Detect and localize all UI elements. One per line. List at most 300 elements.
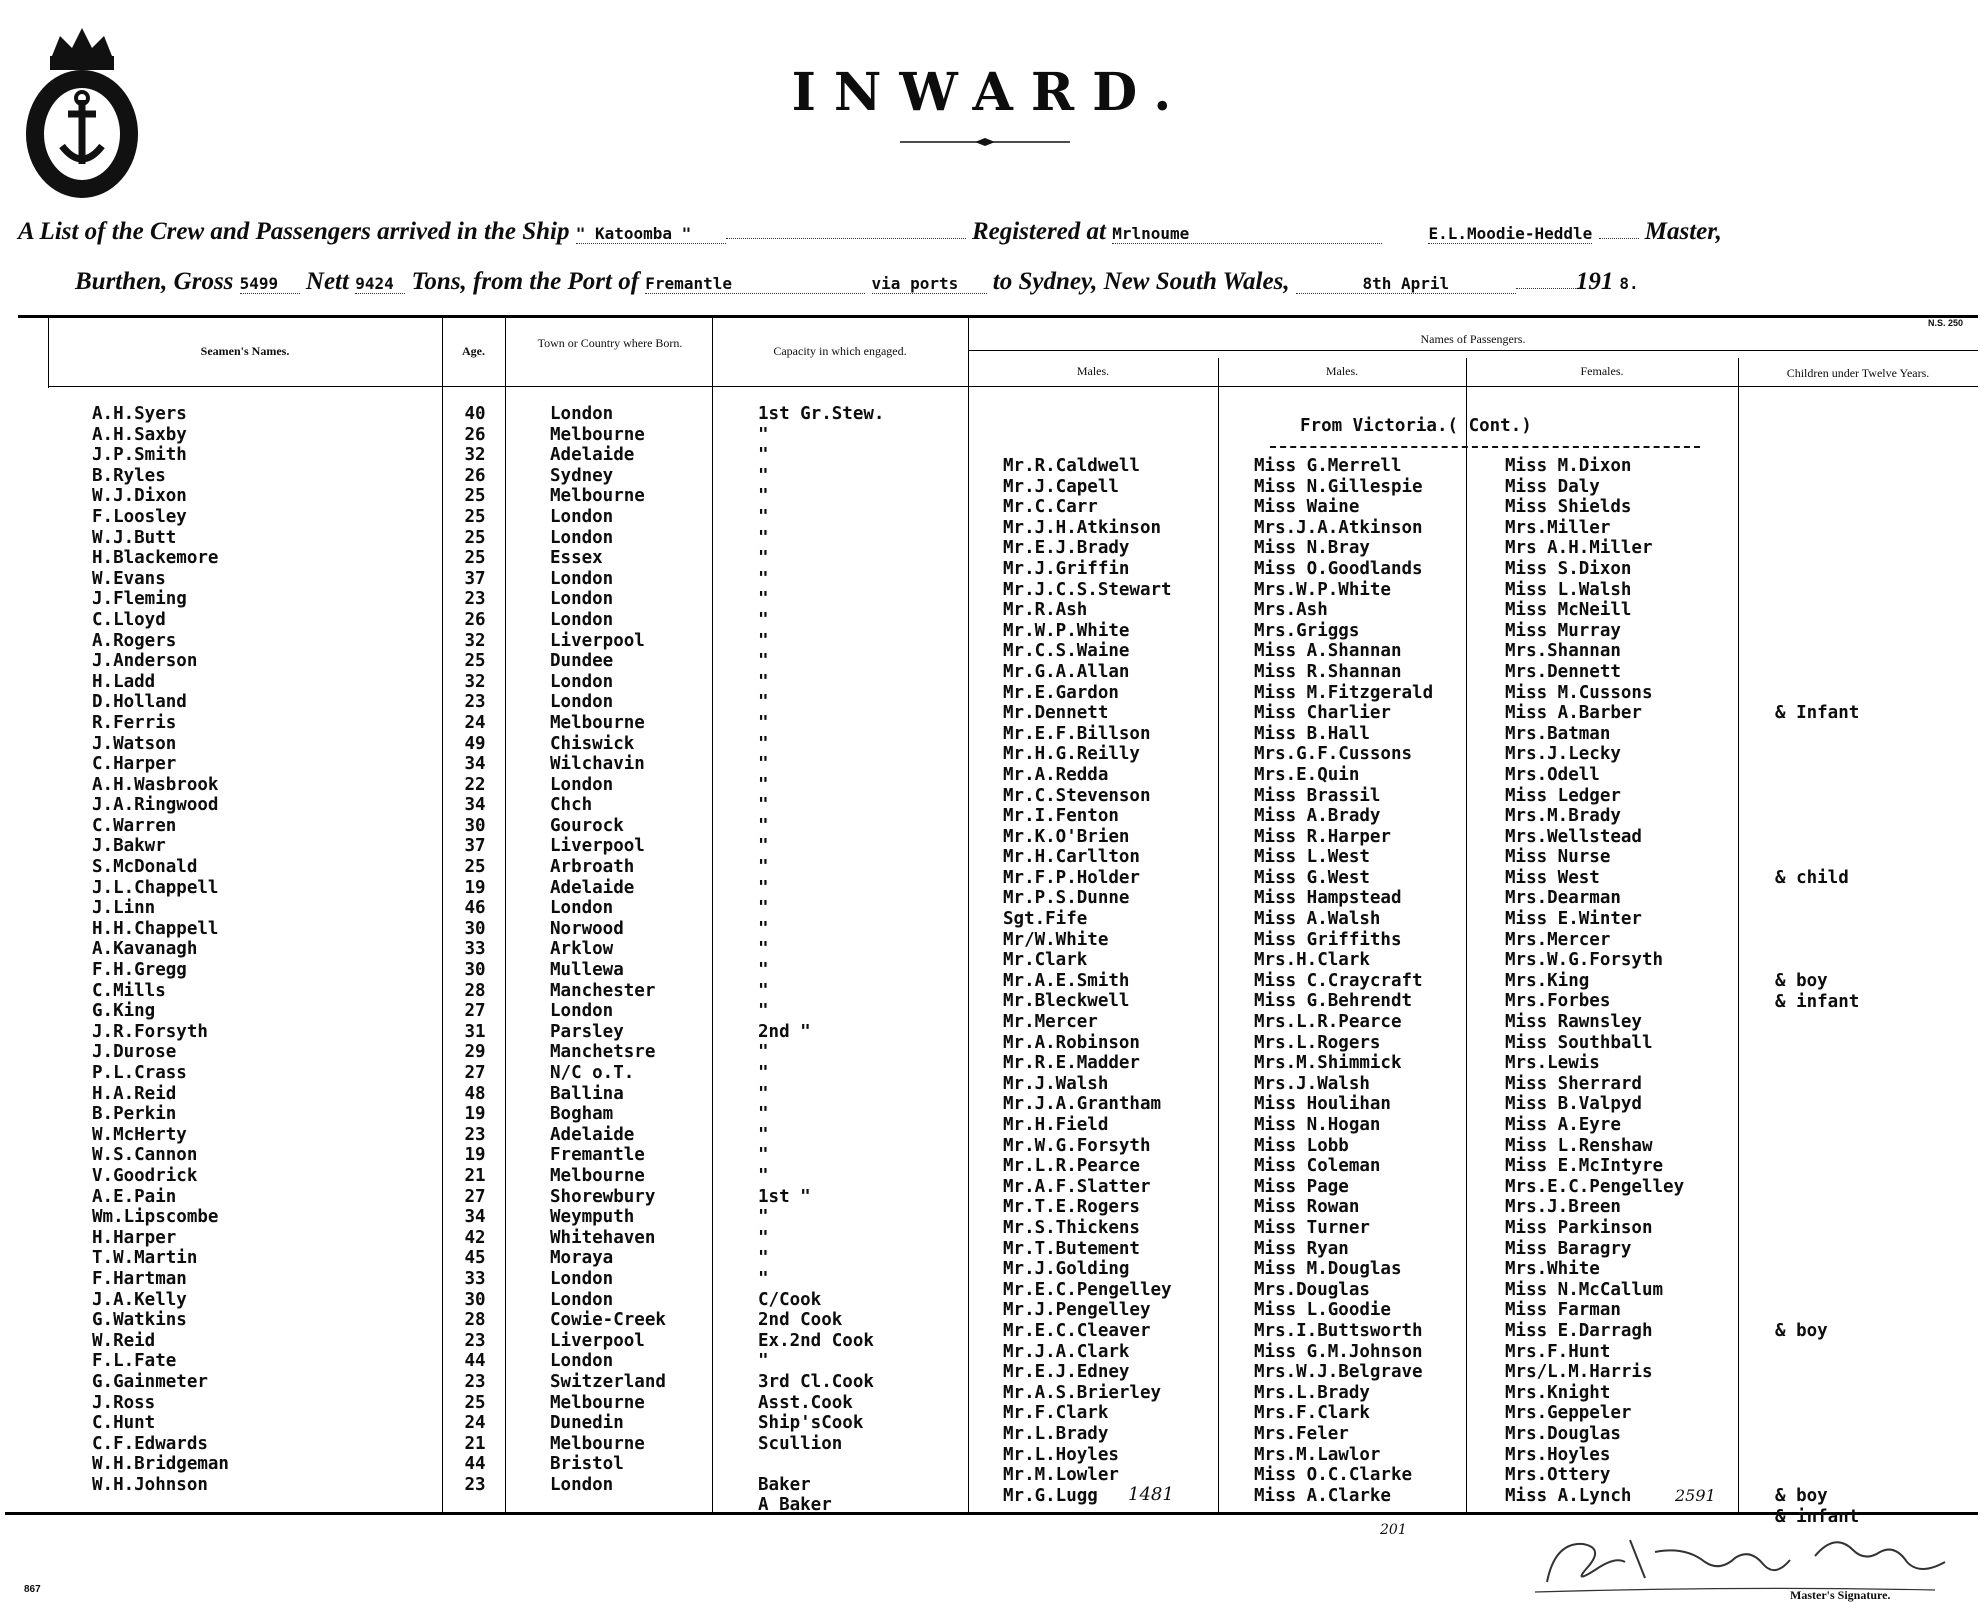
crew-age: 25	[464, 527, 486, 548]
crew-age: 25	[464, 1392, 486, 1413]
crew-birthplace: Wilchavin	[550, 754, 645, 775]
crew-age: 40	[464, 404, 486, 424]
crew-age: 34	[464, 1207, 486, 1228]
crew-name: J.Anderson	[92, 651, 198, 672]
table-bottom-rule	[5, 1512, 1978, 1515]
passenger-male: Mrs.W.J.Belgrave	[1254, 1362, 1423, 1383]
crew-names-column	[92, 404, 229, 1516]
passenger-male: Mrs.Ash	[1254, 600, 1328, 621]
crew-name: C.Warren	[92, 815, 177, 836]
passenger-male: Mrs.I.Buttsworth	[1254, 1320, 1423, 1341]
crew-birthplace: Switzerland	[550, 1371, 666, 1392]
passenger-male: Miss Ryan	[1254, 1238, 1349, 1259]
passenger-female: Mrs.Dennett	[1505, 661, 1621, 682]
master-label: Master,	[1644, 218, 1722, 245]
crew-age: 23	[464, 1124, 486, 1145]
crew-capacity: 1st Gr.Stew.	[758, 404, 885, 424]
arrival-date: 8th April	[1296, 274, 1516, 294]
passenger-male: Mrs.M.Lawlor	[1254, 1444, 1381, 1465]
passenger-male: Mr.G.A.Allan	[1003, 661, 1130, 682]
from-port: Fremantle	[645, 274, 865, 294]
crew-name: G.King	[92, 1001, 156, 1022]
passenger-female: Mrs.Hoyles	[1505, 1444, 1611, 1465]
passenger-male: Miss R.Shannan	[1254, 661, 1402, 682]
passenger-male: Mr.Clark	[1003, 950, 1088, 971]
crew-age: 25	[464, 486, 486, 507]
crew-birthplace: London	[550, 1351, 614, 1372]
crew-capacity: "	[758, 651, 769, 672]
vline-3	[505, 318, 506, 1514]
passenger-male: Mr.S.Thickens	[1003, 1217, 1140, 1238]
passenger-female: Miss Baragry	[1505, 1238, 1632, 1259]
col-header-males-1: Males.	[1076, 364, 1110, 378]
passenger-male: Miss A.Clarke	[1254, 1485, 1391, 1506]
passenger-female: Mrs.Mercer	[1505, 929, 1611, 950]
crew-age: 25	[464, 651, 486, 672]
total-females: 2591	[1675, 1486, 1716, 1505]
col-header-females: Females.	[1580, 364, 1624, 378]
passenger-female: Mrs.King	[1505, 970, 1590, 991]
crew-capacity: "	[758, 774, 769, 795]
crew-birthplace: Adelaide	[550, 877, 635, 898]
crew-capacity: Baker	[758, 1474, 811, 1495]
col-header-males-2: Males.	[1325, 364, 1359, 378]
crew-age: 19	[464, 1145, 486, 1166]
crew-birthplace: Cowie-Creek	[550, 1310, 666, 1331]
crew-name: G.Watkins	[92, 1310, 187, 1331]
crew-capacity: "	[758, 1083, 769, 1104]
crew-name: C.F.Edwards	[92, 1433, 208, 1454]
crew-name	[92, 1495, 229, 1516]
crew-name: A.H.Syers	[92, 404, 187, 424]
crew-age: 27	[464, 1186, 486, 1207]
passenger-male: Mr.J.Pengelley	[1003, 1300, 1151, 1321]
crew-name: H.H.Chappell	[92, 918, 219, 939]
crew-birthplace: Adelaide	[550, 1124, 635, 1145]
vline-5	[968, 318, 969, 1514]
crew-birthplace: Arklow	[550, 939, 614, 960]
col-header-age: Age.	[462, 344, 485, 358]
passenger-female: Miss S.Dixon	[1505, 558, 1632, 579]
crew-birthplace: N/C o.T.	[550, 1063, 635, 1083]
crew-name: F.Hartman	[92, 1268, 187, 1289]
passenger-female: Miss West	[1505, 867, 1600, 888]
crew-age: 19	[464, 1104, 486, 1125]
passenger-male: Mrs.H.Clark	[1254, 950, 1370, 971]
passenger-child: & child	[1775, 868, 1849, 888]
passenger-female: Mrs.Ottery	[1505, 1465, 1611, 1486]
passenger-female: Miss M.Cussons	[1505, 682, 1653, 703]
crew-age: 25	[464, 506, 486, 527]
crew-age: 37	[464, 568, 486, 589]
crew-name: R.Ferris	[92, 712, 177, 733]
crew-age: 26	[464, 424, 486, 445]
passenger-male: Sgt.Fife	[1003, 909, 1088, 930]
passenger-female: Miss A.Barber	[1505, 703, 1642, 724]
crew-age: 19	[464, 877, 486, 898]
crew-capacity: "	[758, 1268, 769, 1289]
crew-name: W.J.Butt	[92, 527, 177, 548]
passenger-male: Mrs.M.Shimmick	[1254, 1053, 1402, 1074]
passenger-male: Mrs.Griggs	[1254, 620, 1360, 641]
passenger-female: Mrs.E.C.Pengelley	[1505, 1176, 1685, 1197]
passenger-female: Miss L.Walsh	[1505, 579, 1632, 600]
crew-capacity: 1st "	[758, 1186, 811, 1207]
passenger-male: Mrs.Feler	[1254, 1423, 1349, 1444]
col-header-seamen: Seamen's Names.	[200, 344, 290, 358]
passenger-male: Mr.Mercer	[1003, 1012, 1098, 1033]
crew-age: 29	[464, 1042, 486, 1063]
ship-name: " Katoomba "	[576, 224, 726, 244]
crew-age: 32	[464, 671, 486, 692]
passenger-male: Mr/W.White	[1003, 929, 1109, 950]
passenger-male: Mr.E.C.Cleaver	[1003, 1320, 1151, 1341]
crew-ages-column	[455, 404, 495, 1516]
passenger-male: Miss Coleman	[1254, 1156, 1381, 1177]
passenger-male: Mr.E.J.Brady	[1003, 538, 1130, 559]
crew-birthplace: Essex	[550, 548, 603, 569]
crew-birthplace: Liverpool	[550, 630, 645, 651]
crew-birthplace: Mullewa	[550, 960, 624, 981]
crew-capacity: "	[758, 1104, 769, 1125]
passenger-male: Mr.J.Walsh	[1003, 1073, 1109, 1094]
col-header-children: Children under Twelve Years.	[1786, 366, 1930, 380]
passenger-female: Mrs.M.Brady	[1505, 806, 1621, 827]
passenger-female: Miss Daly	[1505, 476, 1600, 497]
passenger-female: Miss Farman	[1505, 1300, 1621, 1321]
crew-name: W.Reid	[92, 1330, 156, 1351]
passenger-female: Mrs.F.Hunt	[1505, 1341, 1611, 1362]
crew-capacity: "	[758, 1248, 769, 1269]
passenger-female: Miss Murray	[1505, 620, 1621, 641]
passenger-male: Mr.W.P.White	[1003, 620, 1130, 641]
crew-birthplace: Moraya	[550, 1248, 614, 1269]
passenger-male: Mr.T.E.Rogers	[1003, 1197, 1140, 1218]
passenger-male: Mr.W.G.Forsyth	[1003, 1135, 1151, 1156]
crew-age: 23	[464, 1474, 486, 1495]
crew-capacity: "	[758, 465, 769, 486]
passenger-male: Mr.J.Capell	[1003, 476, 1119, 497]
crew-age: 24	[464, 712, 486, 733]
crew-birthplace: Manchetsre	[550, 1042, 656, 1063]
crew-birthplace: Liverpool	[550, 836, 645, 857]
crew-birthplace: Arbroath	[550, 857, 635, 878]
passenger-male: Miss N.Bray	[1254, 538, 1370, 559]
crew-age: 26	[464, 465, 486, 486]
crew-name: P.L.Crass	[92, 1063, 187, 1083]
total-males-1: 1481	[1128, 1484, 1174, 1505]
passenger-female: Miss Rawnsley	[1505, 1012, 1642, 1033]
crew-birthplace: Melbourne	[550, 712, 645, 733]
crew-capacity: Ship'sCook	[758, 1413, 864, 1434]
crew-name: J.Fleming	[92, 589, 187, 610]
crew-capacity: "	[758, 671, 769, 692]
passenger-male: Miss R.Harper	[1254, 826, 1391, 847]
passenger-male: Mr.C.S.Waine	[1003, 641, 1130, 662]
passenger-female: Mrs.Knight	[1505, 1382, 1611, 1403]
crew-capacity: "	[758, 630, 769, 651]
crew-name: J.Durose	[92, 1042, 177, 1063]
crew-capacity	[758, 1454, 884, 1475]
crew-capacity: Scullion	[758, 1433, 843, 1454]
passenger-female: Miss A.Eyre	[1505, 1115, 1621, 1135]
passenger-male: Mrs.E.Quin	[1254, 764, 1360, 785]
crew-age: 27	[464, 1001, 486, 1022]
crew-name: F.L.Fate	[92, 1351, 177, 1372]
passenger-male: Mrs.Douglas	[1254, 1279, 1370, 1300]
crew-name: A.Rogers	[92, 630, 177, 651]
crew-name: B.Perkin	[92, 1104, 177, 1125]
crew-name: J.L.Chappell	[92, 877, 219, 898]
passenger-male: Miss Houlihan	[1254, 1094, 1391, 1115]
passenger-male: Mr.M.Lowler	[1003, 1465, 1119, 1486]
passenger-female: Mrs/L.M.Harris	[1505, 1362, 1653, 1383]
crew-name: F.Loosley	[92, 506, 187, 527]
crew-age: 33	[464, 1268, 486, 1289]
crew-name: H.Harper	[92, 1227, 177, 1248]
crew-birthplace: London	[550, 692, 614, 713]
from-victoria-label: From Victoria.( Cont.)	[1300, 416, 1532, 436]
crew-capacity: "	[758, 609, 769, 630]
passenger-male: Mr.A.Redda	[1003, 764, 1109, 785]
crew-birthplace: London	[550, 1289, 614, 1310]
col-header-town: Town or Country where Born.	[537, 336, 683, 350]
passenger-male: Mr.J.Golding	[1003, 1259, 1130, 1280]
passenger-male: Miss A.Brady	[1254, 806, 1381, 827]
registered-label: Registered at	[971, 218, 1106, 245]
passenger-male: Mrs.L.Brady	[1254, 1382, 1370, 1403]
passenger-male: Mrs.L.R.Pearce	[1254, 1012, 1402, 1033]
crew-capacity: "	[758, 1351, 769, 1372]
passenger-child: & boy	[1775, 1321, 1828, 1342]
crew-capacity: C/Cook	[758, 1289, 822, 1310]
total-males-2: 201	[1380, 1522, 1407, 1538]
crew-birthplace: London	[550, 506, 614, 527]
crew-capacity: Ex.2nd Cook	[758, 1330, 874, 1351]
crew-age: 48	[464, 1083, 486, 1104]
crew-age: 32	[464, 630, 486, 651]
crew-age: 44	[464, 1454, 486, 1475]
passenger-male: Mr.Dennett	[1003, 703, 1109, 724]
passenger-female: Mrs.Miller	[1505, 517, 1611, 538]
crew-capacity: "	[758, 424, 769, 445]
title-ornament	[900, 138, 1070, 146]
passenger-male: Miss M.Fitzgerald	[1254, 682, 1434, 703]
passenger-male: Mrs.L.Rogers	[1254, 1032, 1381, 1053]
crew-age: 28	[464, 980, 486, 1001]
col-header-capacity: Capacity in which engaged.	[773, 344, 907, 358]
crew-name: J.A.Ringwood	[92, 795, 219, 816]
passenger-female: Miss A.Lynch	[1505, 1485, 1632, 1506]
passenger-male: Miss Rowan	[1254, 1197, 1360, 1218]
crew-age: 46	[464, 898, 486, 919]
passenger-female: Mrs.Forbes	[1505, 991, 1611, 1012]
year-prefix: 191	[1575, 268, 1614, 295]
crew-name: Wm.Lipscombe	[92, 1207, 219, 1228]
crew-birthplace: London	[550, 1268, 614, 1289]
crew-birthplace: Melbourne	[550, 1433, 645, 1454]
crew-capacity: "	[758, 506, 769, 527]
crew-capacity: "	[758, 1165, 769, 1186]
crew-capacity: "	[758, 836, 769, 857]
crew-birthplace: London	[550, 898, 614, 919]
crew-age	[455, 1495, 495, 1516]
header-list-label: A List of the Crew and Passengers arrived in the Ship	[18, 218, 570, 245]
crew-age: 23	[464, 692, 486, 713]
crew-name: C.Mills	[92, 980, 166, 1001]
passenger-male: Miss G.M.Johnson	[1254, 1341, 1423, 1362]
passenger-male: Miss Griffiths	[1254, 929, 1402, 950]
passenger-male: Mr.A.E.Smith	[1003, 970, 1130, 991]
crew-birthplace: Melbourne	[550, 486, 645, 507]
passenger-female: Miss E.Darragh	[1505, 1320, 1653, 1341]
passenger-male: Mr.J.A.Clark	[1003, 1341, 1130, 1362]
crew-birthplace: Manchester	[550, 980, 656, 1001]
crew-birthplace: Fremantle	[550, 1145, 645, 1166]
crew-name: W.McHerty	[92, 1124, 187, 1145]
crew-born-column	[550, 404, 666, 1516]
crew-capacity: "	[758, 795, 769, 816]
crew-birthplace: Parsley	[550, 1021, 624, 1042]
crew-birthplace: Chch	[550, 795, 593, 816]
header-line-1	[18, 218, 1722, 246]
crew-birthplace: London	[550, 404, 614, 424]
crew-birthplace: London	[550, 609, 614, 630]
crew-capacity: "	[758, 815, 769, 836]
form-code: 867	[24, 1584, 41, 1595]
crew-name: T.W.Martin	[92, 1248, 198, 1269]
crew-capacity: "	[758, 939, 769, 960]
nett-tons: 9424	[355, 274, 405, 294]
crew-age: 33	[464, 939, 486, 960]
passenger-male: Mr.E.F.Billson	[1003, 723, 1151, 744]
passenger-female: Miss Sherrard	[1505, 1073, 1642, 1094]
crew-name: J.A.Kelly	[92, 1289, 187, 1310]
vline-6	[1218, 358, 1219, 1514]
passenger-male: Mr.C.Stevenson	[1003, 785, 1151, 806]
passenger-male: Mrs.F.Clark	[1254, 1403, 1370, 1424]
passenger-female: Mrs.Dearman	[1505, 888, 1621, 909]
passenger-male: Miss Page	[1254, 1176, 1349, 1197]
crew-birthplace	[550, 1495, 666, 1516]
passengers-subheader-rule	[968, 350, 1978, 351]
crew-birthplace: Shorewbury	[550, 1186, 656, 1207]
passenger-male: Mr.A.S.Brierley	[1003, 1382, 1162, 1403]
passenger-male: Mr.H.Carllton	[1003, 847, 1140, 868]
passenger-male: Miss M.Douglas	[1254, 1259, 1402, 1280]
crew-capacity: "	[758, 486, 769, 507]
crew-age: 28	[464, 1310, 486, 1331]
passenger-female: Miss E.Winter	[1505, 909, 1642, 930]
passenger-male: Mr.L.R.Pearce	[1003, 1156, 1140, 1177]
passenger-male: Mr.E.C.Pengelley	[1003, 1279, 1172, 1300]
crew-capacity: "	[758, 918, 769, 939]
crew-name: H.Ladd	[92, 671, 156, 692]
crew-name: W.H.Johnson	[92, 1474, 208, 1495]
crew-name: B.Ryles	[92, 465, 166, 486]
crew-age: 32	[464, 445, 486, 466]
passenger-female: Miss Shields	[1505, 497, 1632, 518]
form-number: N.S. 250	[1928, 318, 1964, 328]
passenger-female: Mrs.W.G.Forsyth	[1505, 950, 1664, 971]
column-header-rule	[48, 386, 1978, 387]
crew-birthplace: Sydney	[550, 465, 614, 486]
crew-age: 42	[464, 1227, 486, 1248]
crew-birthplace: Weymputh	[550, 1207, 635, 1228]
crew-age: 45	[464, 1248, 486, 1269]
crew-capacity: "	[758, 1042, 769, 1063]
gross-label: Burthen, Gross	[75, 268, 234, 295]
port-label: Tons, from the Port of	[411, 268, 640, 295]
passenger-male: Miss L.West	[1254, 847, 1370, 868]
crew-capacity: 3rd Cl.Cook	[758, 1371, 874, 1392]
passenger-male: Mrs.W.P.White	[1254, 579, 1391, 600]
passenger-male: Mr.L.Brady	[1003, 1423, 1109, 1444]
passenger-male: Mr.R.Caldwell	[1003, 456, 1140, 476]
passenger-female: Mrs.J.Lecky	[1505, 744, 1621, 765]
passenger-male: Miss N.Gillespie	[1254, 476, 1423, 497]
passenger-male: Mr.A.F.Slatter	[1003, 1176, 1151, 1197]
crew-age: 34	[464, 795, 486, 816]
crew-capacity: Asst.Cook	[758, 1392, 853, 1413]
passenger-female: Miss Nurse	[1505, 847, 1611, 868]
passenger-female: Mrs.Batman	[1505, 723, 1611, 744]
nett-label: Nett	[305, 268, 349, 295]
passenger-male: Mr.R.Ash	[1003, 600, 1088, 621]
crew-age: 26	[464, 609, 486, 630]
crew-name: C.Harper	[92, 754, 177, 775]
destination-label: to Sydney, New South Wales,	[992, 268, 1290, 295]
master-signature-label: Master's Signature.	[1790, 1588, 1891, 1602]
passenger-female: Miss L.Renshaw	[1505, 1135, 1653, 1156]
passenger-male: Mr.P.S.Dunne	[1003, 888, 1130, 909]
crew-capacity: "	[758, 1145, 769, 1166]
crew-name: S.McDonald	[92, 857, 198, 878]
passenger-male: Mr.K.O'Brien	[1003, 826, 1130, 847]
year-digit: 8.	[1619, 274, 1639, 293]
passenger-male: Miss L.Goodie	[1254, 1300, 1391, 1321]
crew-name: W.H.Bridgeman	[92, 1454, 229, 1475]
passengers-children-column	[1775, 456, 1955, 1527]
passengers-males-2-column	[1254, 456, 1433, 1506]
crew-birthplace: Ballina	[550, 1083, 624, 1104]
crew-age: 30	[464, 960, 486, 981]
crew-capacity-column	[758, 404, 884, 1516]
passenger-female: Miss M.Dixon	[1505, 456, 1632, 476]
crew-name: A.H.Wasbrook	[92, 774, 219, 795]
vline-2	[442, 318, 443, 1514]
passenger-child: & Infant	[1775, 703, 1860, 724]
passenger-male: Miss Waine	[1254, 497, 1360, 518]
passenger-male: Mr.J.C.S.Stewart	[1003, 579, 1172, 600]
crew-capacity: A Baker	[758, 1495, 832, 1516]
passenger-male: Mr.F.Clark	[1003, 1403, 1109, 1424]
crew-age: 22	[464, 774, 486, 795]
crew-capacity: "	[758, 568, 769, 589]
table-top-rule	[18, 315, 1978, 318]
passenger-female: Mrs.J.Breen	[1505, 1197, 1621, 1218]
passenger-female: Mrs.Odell	[1505, 764, 1600, 785]
passenger-male: Miss Brassil	[1254, 785, 1381, 806]
passenger-male: Mr.J.Griffin	[1003, 558, 1130, 579]
passenger-female: Miss Ledger	[1505, 785, 1621, 806]
crew-birthplace: Dunedin	[550, 1413, 624, 1434]
passenger-female: Mrs.Geppeler	[1505, 1403, 1632, 1424]
master-name: E.L.Moodie-Heddle	[1428, 224, 1593, 243]
crew-capacity: "	[758, 1001, 769, 1022]
passenger-male: Mrs.G.F.Cussons	[1254, 744, 1413, 765]
passenger-female: Mrs.Douglas	[1505, 1423, 1621, 1444]
